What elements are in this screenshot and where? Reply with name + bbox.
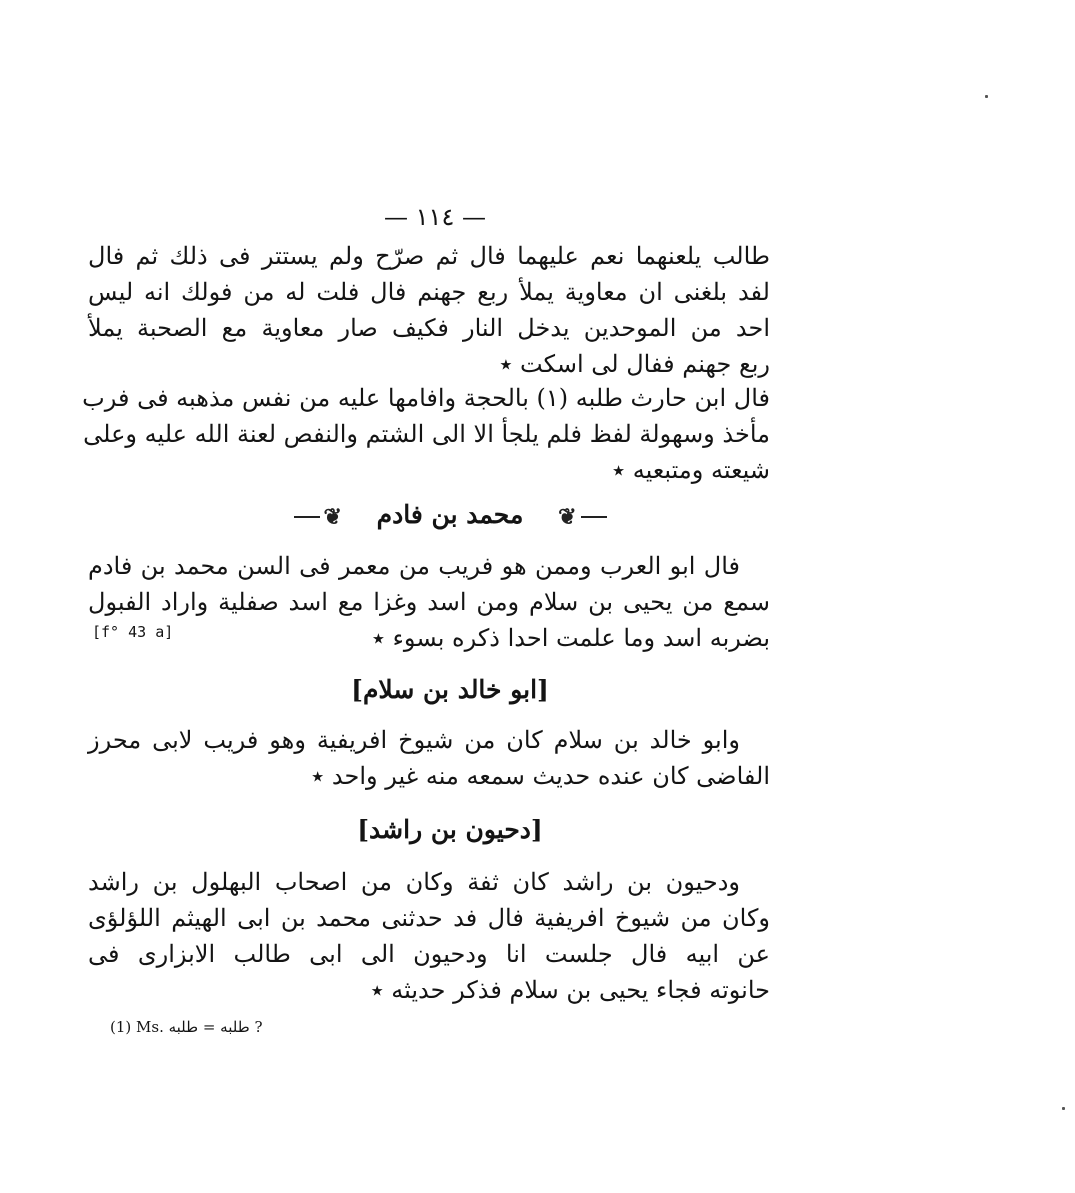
text-line: سمع من يحيى بن سلام ومن اسد وغزا مع اسد صفلية واراد الفبول [88, 588, 770, 616]
folio-marker: [f° 43 a] [92, 623, 174, 641]
text-line: طالب يلعنهما نعم عليهما فال ثم صرّح ولم يستتر فى ذلك ثم فال [88, 242, 770, 270]
scan-speck [985, 95, 988, 98]
text-line: عن ابيه فال جلست انا ودحيون الى ابى طالب الابزارى فى [88, 940, 770, 968]
section-heading-3: [دحيون بن راشد] [357, 815, 543, 844]
heading-text: محمد بن فادم [376, 500, 524, 529]
text-line: وابو خالد بن سلام كان من شيوخ افريفية وهو فريب لابى محرز [88, 726, 740, 754]
scan-speck [1062, 1107, 1065, 1110]
ornament-rule [581, 516, 607, 518]
ornament-icon: ❦ [323, 503, 342, 530]
text-line: لفد بلغنى ان معاوية يملأ ربع جهنم فال فلت له من فولك انه ليس [88, 278, 770, 306]
text-line: بضربه اسد وما علمت احدا ذكره بسوء ٭ [371, 624, 770, 652]
page-number: — ١١٤ — [384, 203, 486, 231]
ornament-icon: ❦ [558, 503, 577, 530]
paragraph-5 [88, 864, 770, 1008]
text-line: فال ابن حارث طلبه (١) بالحجة وافامها عليه من نفس مذهبه فى فرب [82, 384, 770, 412]
text-line: ربع جهنم ففال لى اسكت ٭ [499, 350, 770, 378]
text-line: حانوته فجاء يحيى بن سلام فذكر حديثه ٭ [370, 976, 770, 1004]
text-line: شيعته ومتبعيه ٭ [612, 456, 770, 484]
footnote: (1) Ms. طلبه = طلبه ? [110, 1018, 263, 1036]
text-line: ودحيون بن راشد كان ثفة وكان من اصحاب البهلول بن راشد [88, 868, 740, 896]
section-heading-1 [260, 500, 640, 530]
paragraph-4 [88, 722, 770, 794]
paragraph-1 [88, 238, 770, 382]
paragraph-2 [82, 380, 770, 488]
text-line: الفاضى كان عنده حديث سمعه منه غير واحد ٭ [311, 762, 770, 790]
text-line: مأخذ وسهولة لفظ فلم يلجأ الا الى الشتم والنفص لعنة الله عليه وعلى [83, 420, 770, 448]
ornament-rule [294, 516, 320, 518]
text-line: احد من الموحدين يدخل النار فكيف صار معاوية مع الصحبة يملأ [88, 314, 770, 342]
paragraph-3 [88, 548, 770, 656]
section-heading-2: [ابو خالد بن سلام] [351, 675, 549, 704]
text-line: فال ابو العرب وممن هو فريب من معمر فى السن محمد بن فادم [88, 552, 740, 580]
text-line: وكان من شيوخ افريفية فال فد حدثنى محمد بن ابى الهيثم اللؤلؤى [88, 904, 770, 932]
